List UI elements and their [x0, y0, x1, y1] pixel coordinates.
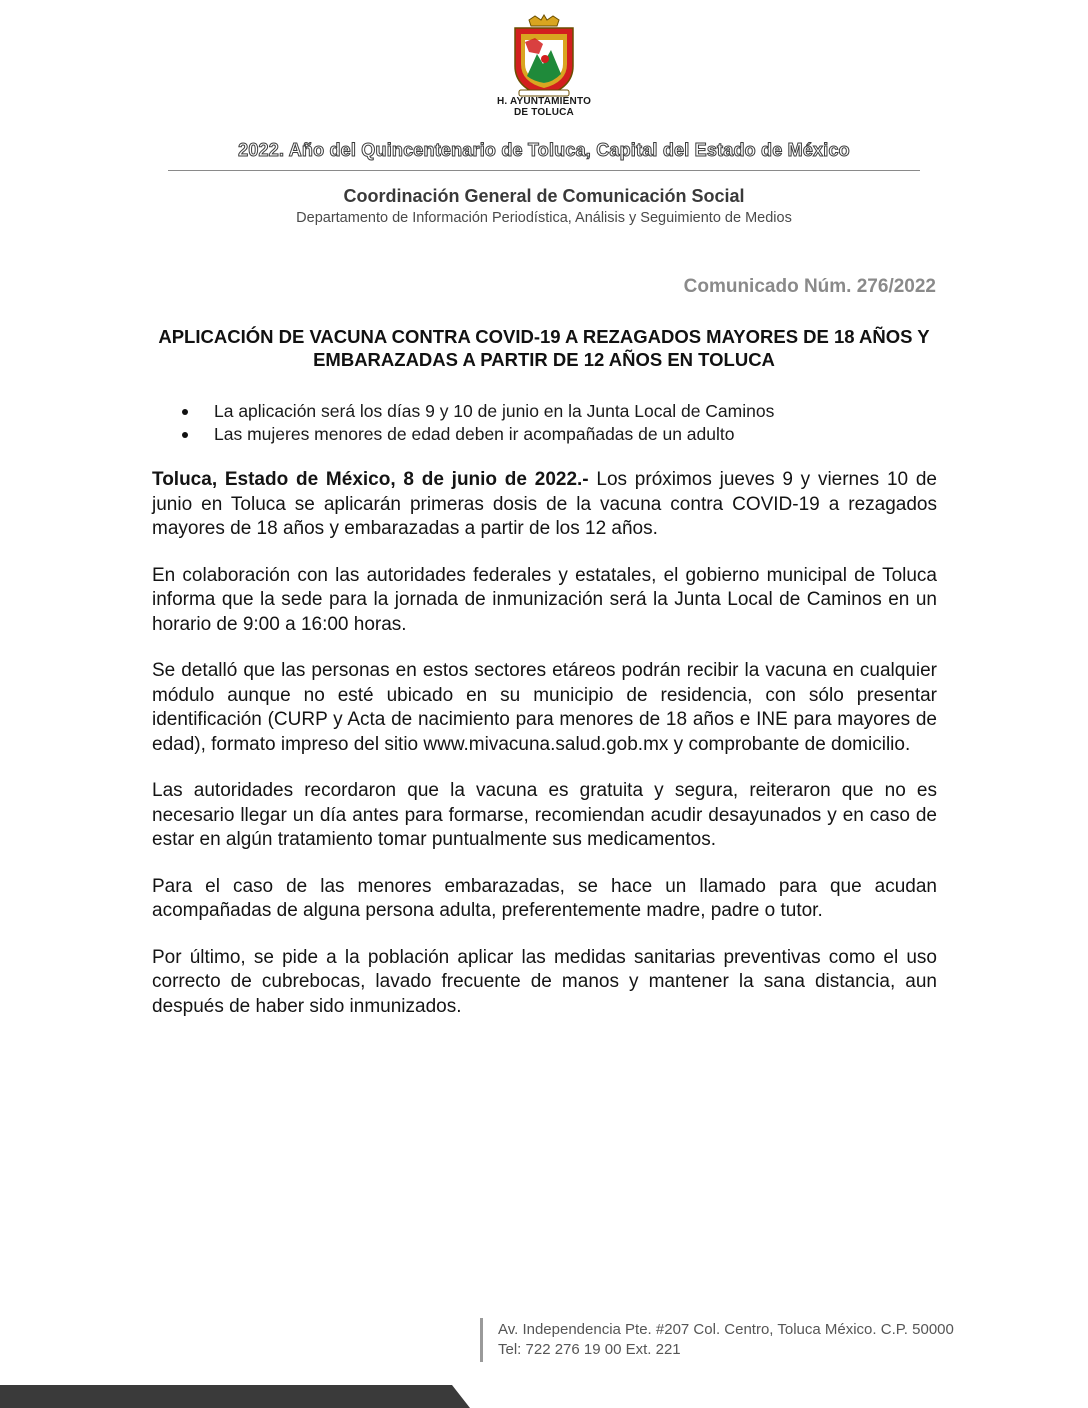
year-motto: 2022. Año del Quincentenario de Toluca, Capital del Estado de México: [238, 140, 850, 160]
crest-caption-line1: H. AYUNTAMIENTO: [496, 96, 592, 107]
paragraph-text: Los próximos jueves 9 y viernes 10 de junio en Toluca se aplicarán primeras dosis de la vacuna contra COVID-19 a rezagados mayores de 18 años y embarazadas a partir de los 12 años.: [152, 469, 937, 539]
footer-address: Av. Independencia Pte. #207 Col. Centro, Toluca México. C.P. 50000: [498, 1321, 954, 1338]
paragraph: En colaboración con las autoridades federales y estatales, el gobierno municipal de Toluca informa que la sede para la jornada de inmunización será la Junta Local de Caminos en un horario de 9:00 a 16:00 horas.: [152, 564, 937, 635]
crest-caption-line2: DE TOLUCA: [514, 107, 574, 118]
bullet-icon: [182, 432, 188, 438]
bullet-icon: [182, 409, 188, 415]
toluca-crest-logo: [505, 14, 583, 98]
dateline: Toluca, Estado de México, 8 de junio de 2022.-: [152, 469, 589, 490]
highlights-list: [182, 400, 774, 446]
paragraph: Para el caso de las menores embarazadas, se hace un llamado para que acudan acompañadas de alguna persona adulta, preferentemente madre, padre o tutor.: [152, 875, 937, 921]
footer-phone: Tel: 722 276 19 00 Ext. 221: [498, 1341, 681, 1358]
paragraph-lead: [152, 468, 937, 542]
highlight-text: La aplicación será los días 9 y 10 de junio en la Junta Local de Caminos: [214, 401, 775, 421]
release-number: Comunicado Núm. 276/2022: [683, 276, 936, 297]
highlight-item: [182, 400, 774, 423]
release-body: [152, 468, 937, 1041]
highlight-text: Las mujeres menores de edad deben ir acompañadas de un adulto: [214, 424, 735, 444]
coordination-title: Coordinación General de Comunicación Social: [343, 186, 745, 206]
footer-contact: [498, 1320, 954, 1360]
paragraph: Por último, se pide a la población aplicar las medidas sanitarias preventivas como el uso correcto de cubrebocas, lavado frecuente de manos y mantener la sana distancia, aun después de haber sido inmunizados.: [152, 946, 937, 1017]
paragraph: Se detalló que las personas en estos sectores etáreos podrán recibir la vacuna en cualquier módulo aunque no esté ubicado en su municipio de residencia, con sólo presentar identificación (CURP y Acta de nacimiento para menores de 18 años e INE para mayores de edad), formato impreso del sitio www.mivacuna.salud.gob.mx y comprobante de domicilio.: [152, 660, 937, 755]
release-headline: APLICACIÓN DE VACUNA CONTRA COVID-19 A REZAGADOS MAYORES DE 18 AÑOS Y EMBARAZADAS A PARTIR DE 12 AÑOS EN TOLUCA: [158, 326, 930, 370]
highlight-item: [182, 423, 774, 446]
header-divider: [168, 170, 920, 171]
footer-divider: [480, 1318, 483, 1362]
footer-band: [0, 1385, 470, 1408]
department-subtitle: Departamento de Información Periodística, Análisis y Seguimiento de Medios: [296, 210, 792, 226]
paragraph: Las autoridades recordaron que la vacuna es gratuita y segura, reiteraron que no es necesario llegar un día antes para formarse, recomiendan acudir desayunados y en caso de estar en algún tratamiento tomar puntualmente sus medicamentos.: [152, 780, 937, 850]
crest-caption: [470, 96, 618, 118]
